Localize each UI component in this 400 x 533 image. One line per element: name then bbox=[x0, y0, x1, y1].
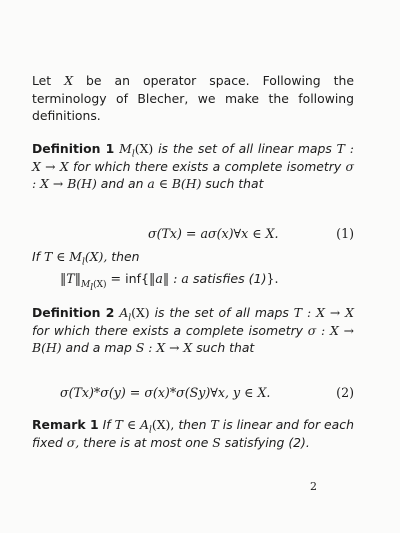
remark1-text-a: If bbox=[102, 417, 111, 432]
equation-2 bbox=[32, 384, 354, 402]
definition-1-heading: Definition 1 bbox=[32, 141, 115, 156]
intro-math-x: X bbox=[64, 73, 74, 88]
def2-text-f: and a map bbox=[65, 340, 132, 356]
page-number: 2 bbox=[310, 480, 317, 493]
def1-if-text: If bbox=[32, 249, 41, 264]
equation-1 bbox=[32, 225, 354, 243]
def2-al-symbol: $A_l(X)$ bbox=[119, 305, 150, 324]
norm-definition bbox=[32, 270, 354, 293]
remark1-math-f: σ, bbox=[66, 434, 80, 450]
remark1-math-b: T ∈ $A_l(X)$, bbox=[114, 417, 175, 436]
intro-text-1: Let bbox=[32, 73, 52, 88]
def2-text-d: for which there exists a complete isometry bbox=[32, 322, 303, 338]
intro-text-2: be an operator space. Following the terminology of Blecher, we make the following definitions. bbox=[32, 73, 354, 124]
equation-1-formula: σ(Tx) = aσ(x)∀x ∈ X. bbox=[148, 226, 279, 241]
remark1-text-i: satisfying (2). bbox=[224, 434, 310, 450]
def2-text-b: is the set of all maps bbox=[154, 305, 289, 320]
remark1-text-e: is linear and for each fixed bbox=[32, 417, 354, 450]
remark1-math-h: S bbox=[212, 434, 221, 450]
remark1-text-c: then bbox=[178, 417, 207, 432]
remark-1-heading: Remark 1 bbox=[32, 417, 99, 432]
definition-1 bbox=[32, 140, 354, 193]
definition-2-heading: Definition 2 bbox=[32, 305, 115, 320]
remark-1 bbox=[32, 416, 354, 451]
def2-text-h: such that bbox=[196, 340, 255, 356]
def1-text-b: is the set of all linear maps bbox=[158, 141, 332, 156]
equation-2-formula: σ(Tx)*σ(y) = σ(x)*σ(Sy)∀x, y ∈ X. bbox=[60, 385, 271, 400]
intro-paragraph bbox=[32, 72, 354, 125]
def2-math-c: T : bbox=[293, 305, 312, 320]
def1-text-h: such that bbox=[205, 176, 264, 192]
def1-text-d: for which there exists a complete isometry bbox=[73, 158, 342, 174]
def1-if-line bbox=[32, 248, 354, 266]
def1-math-c: T : X → X bbox=[32, 141, 354, 174]
def2-math-e: σ : X → B(H) bbox=[32, 322, 354, 356]
def2-math-g: S : X → X bbox=[135, 340, 193, 356]
def2-math-c2: X → X bbox=[316, 305, 354, 320]
remark1-text-g: there is at most one bbox=[83, 434, 209, 450]
equation-2-number: (2) bbox=[336, 385, 354, 400]
definition-2 bbox=[32, 304, 354, 357]
def1-text-f: and an bbox=[100, 176, 144, 192]
def1-math-e: σ : X → B(H) bbox=[32, 158, 354, 192]
def1-then-text: then bbox=[111, 249, 140, 264]
remark1-math-d: T bbox=[210, 417, 219, 432]
norm-formula: $‖T‖_{M_l(X)}$ = inf{‖a‖ : a satisfies (1)}. bbox=[60, 271, 279, 293]
def1-if-math: T ∈ $M_l(X)$, bbox=[43, 249, 108, 268]
def1-math-g: a ∈ B(H) bbox=[147, 176, 202, 192]
equation-1-number: (1) bbox=[336, 226, 354, 241]
def1-ml-symbol: $M_l(X)$ bbox=[119, 141, 154, 160]
